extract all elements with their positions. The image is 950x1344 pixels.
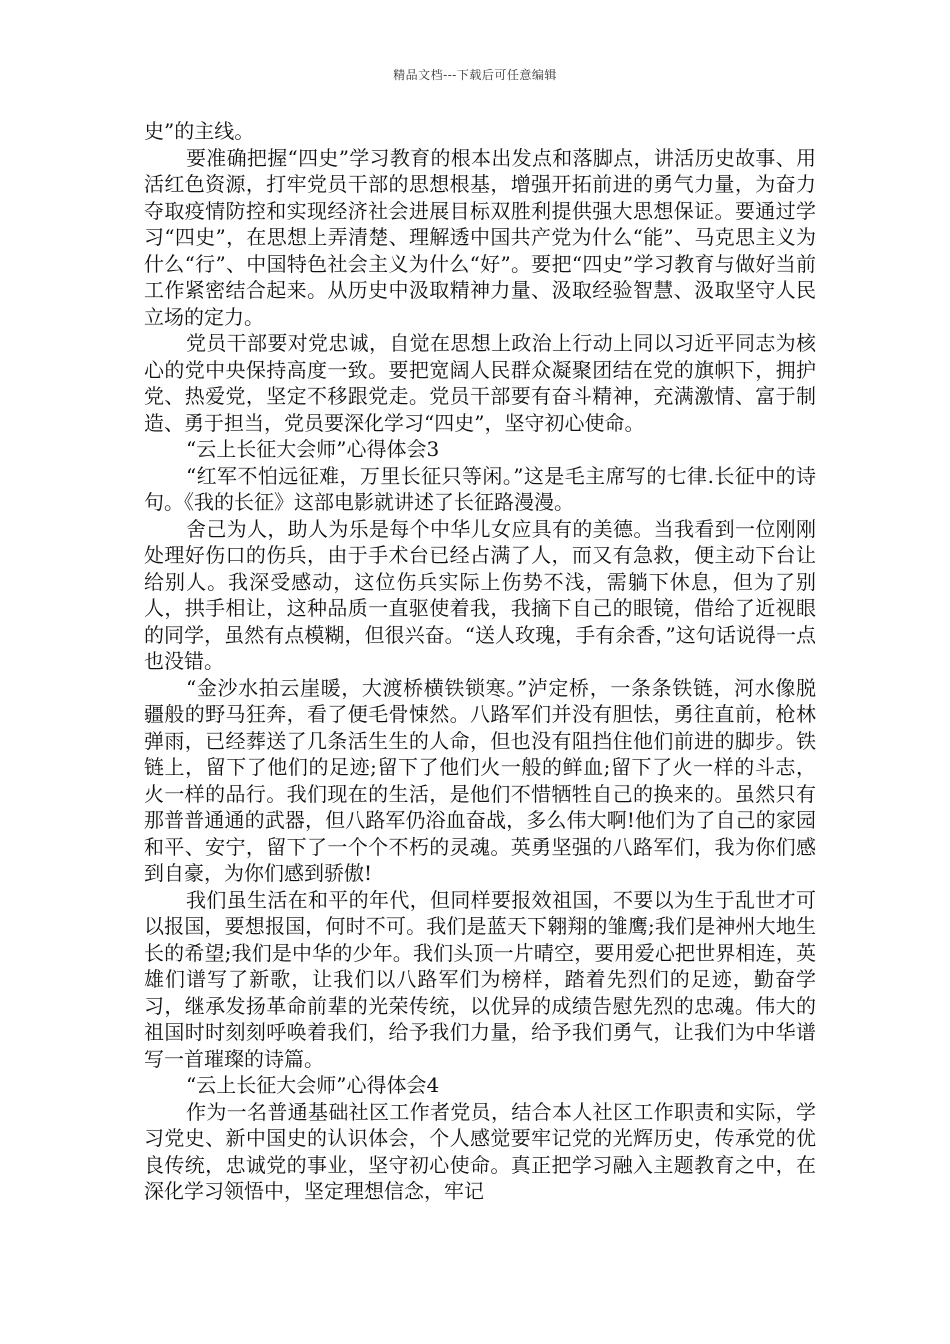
paragraph: 我们虽生活在和平的年代，但同样要报效祖国，不要以为生于乱世才可以报国，要想报国，何时不可。我们是蓝天下翱翔的雏鹰;我们是神州大地生长的希望;我们是中华的少年。我们头顶一片晴空，要用爱心把世界相连，英雄们谱写了新歌，让我们以八路军们为榜样，踏着先烈们的足迹，勤奋学习，继承发扬革命前辈的光荣传统，以优异的成绩告慰先烈的忠魂。伟大的祖国时时刻刻呼唤着我们，给予我们力量，给予我们勇气，让我们为中华谱写一首璀璨的诗篇。 — [144, 887, 816, 1071]
page-header: 精品文档---下载后可任意编辑 — [393, 68, 557, 82]
paragraph: “金沙水拍云崖暖，大渡桥横铁锁寒。”泸定桥，一条条铁链，河水像脱疆般的野马狂奔，看了便毛骨悚然。八路军们并没有胆怯，勇往直前，枪林弹雨，已经葬送了几条活生生的人命，但也没有阻挡住他们前进的脚步。铁链上，留下了他们的足迹;留下了他们火一般的鲜血;留下了火一样的斗志，火一样的品行。我们现在的生活，是他们不惜牺牲自己的换来的。虽然只有那普普通通的武器，但八路军仍浴血奋战，多么伟大啊!他们为了自己的家园和平、安宁，留下了一个个不朽的灵魂。英勇坚强的八路军们，我为你们感到自豪，为你们感到骄傲! — [144, 675, 816, 885]
paragraph: “红军不怕远征难，万里长征只等闲。”这是毛主席写的七律.长征中的诗句。《我的长征》这部电影就讲述了长征路漫漫。 — [144, 463, 816, 514]
paragraph: 作为一名普通基础社区工作者党员，结合本人社区工作职责和实际，学习党史、新中国史的认识体会，个人感觉要牢记党的光辉历史，传承党的优良传统，忠诚党的事业，坚守初心使命。真正把学习融入主题教育之中，在深化学习领悟中，坚定理想信念，牢记 — [144, 1099, 816, 1203]
section-heading: “云上长征大会师”心得体会3 — [186, 437, 440, 461]
paragraph: 要准确把握“四史”学习教育的根本出发点和落脚点，讲活历史故事、用活红色资源，打牢党员干部的思想根基，增强开拓前进的勇气力量，为奋力夺取疫情防控和实现经济社会进展目标双胜利提供强大思想保证。要通过学习“四史”，在思想上弄清楚、理解透中国共产党为什么“能”、马克思主义为什么“行”、中国特色社会主义为什么“好”。要把“四史”学习教育与做好当前工作紧密结合起来。从历史中汲取精神力量、汲取经验智慧、汲取坚守人民立场的定力。 — [144, 145, 816, 329]
paragraph: 舍己为人，助人为乐是每个中华儿女应具有的美德。当我看到一位刚刚处理好伤口的伤兵，由于手术台已经占满了人，而又有急救，便主动下台让给别人。我深受感动，这位伤兵实际上伤势不浅，需躺下休息，但为了别人，拱手相让，这种品质一直驱使着我，我摘下自己的眼镜，借给了近视眼的同学，虽然有点模糊，但很兴奋。“送人玫瑰，手有余香，”这句话说得一点也没错。 — [144, 516, 816, 673]
section-heading: “云上长征大会师”心得体会4 — [186, 1073, 440, 1097]
document-body — [144, 118, 816, 1205]
paragraph: 史”的主线。 — [144, 119, 255, 143]
paragraph: 党员干部要对党忠诚，自觉在思想上政治上行动上同以习近平同志为核心的党中央保持高度一致。要把宽阔人民群众凝聚团结在党的旗帜下，拥护党、热爱党，坚定不移跟党走。党员干部要有奋斗精神，充满激情、富于制造、勇于担当，党员要深化学习“四史”，坚守初心使命。 — [144, 331, 816, 435]
